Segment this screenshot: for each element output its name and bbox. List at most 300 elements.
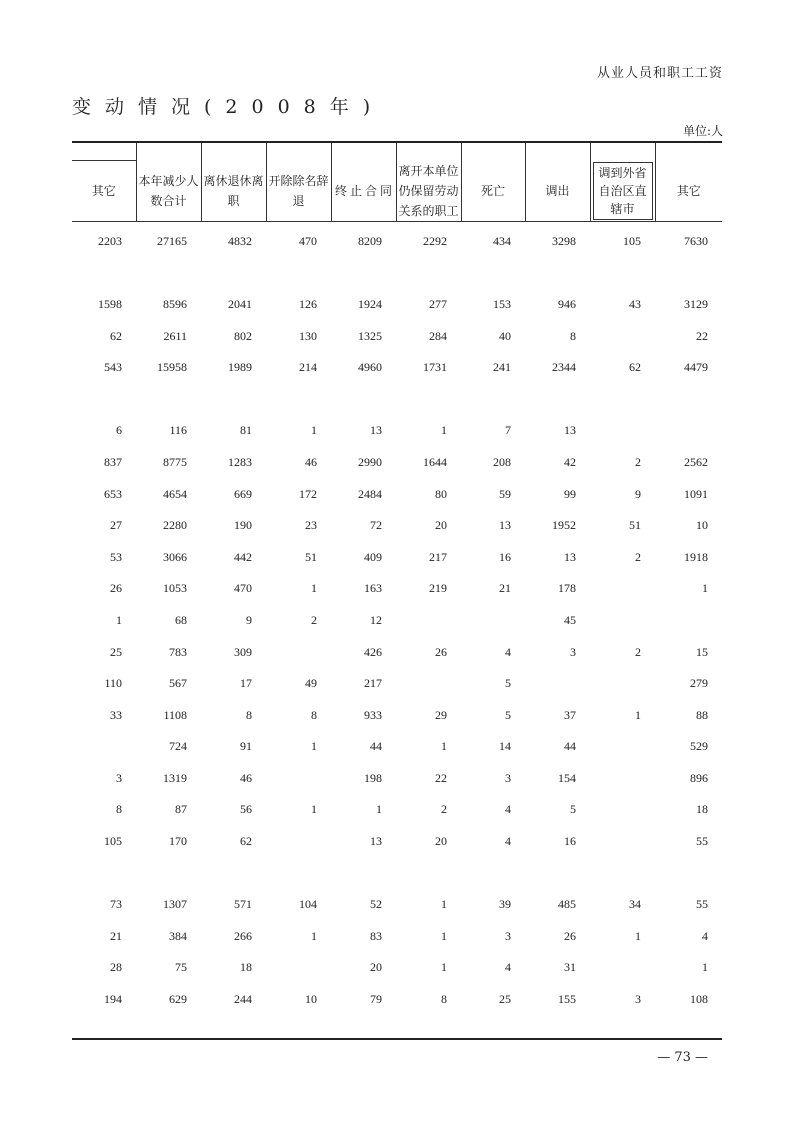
table-row — [72, 415, 722, 447]
table-cell: 1 — [441, 897, 447, 912]
table-cell: 244 — [234, 992, 252, 1007]
table-cell: 1 — [441, 960, 447, 975]
empty-cell — [136, 857, 201, 889]
table-cell: 217 — [429, 549, 447, 564]
header-blank-cell — [136, 143, 201, 161]
table-cell: 25 — [499, 992, 511, 1007]
empty-cell — [266, 257, 331, 289]
table-cell: 8596 — [163, 296, 187, 311]
table-cell: 26 — [435, 644, 447, 659]
col-header-transferred-out: 调出 — [525, 161, 590, 222]
header-blank-cell — [525, 143, 590, 161]
table-cell: 163 — [364, 581, 382, 596]
table-cell: 43 — [629, 296, 641, 311]
table-cell: 198 — [364, 770, 382, 785]
table-cell: 44 — [564, 739, 576, 754]
table-cell — [266, 826, 331, 858]
table-cell: 46 — [305, 454, 317, 469]
table-cell: 1 — [441, 928, 447, 943]
table-cell: 783 — [169, 644, 187, 659]
table-cell: 8 — [441, 992, 447, 1007]
table-cell: 14 — [499, 739, 511, 754]
table-cell: 384 — [169, 928, 187, 943]
empty-cell — [266, 857, 331, 889]
table-cell: 4479 — [684, 360, 708, 375]
table-row — [72, 221, 722, 257]
table-cell: 9 — [635, 486, 641, 501]
table-cell: 896 — [690, 770, 708, 785]
table-cell: 79 — [370, 992, 382, 1007]
page-number: — 73 — — [657, 1050, 708, 1065]
table-cell — [590, 415, 655, 447]
table-cell: 34 — [629, 897, 641, 912]
table-cell: 51 — [629, 518, 641, 533]
table-cell: 4 — [505, 960, 511, 975]
table-cell — [461, 605, 525, 637]
unit-label: 单位:人 — [682, 124, 723, 138]
table-cell: 13 — [564, 549, 576, 564]
empty-cell — [72, 383, 136, 415]
table-cell: 1091 — [684, 486, 708, 501]
table-cell: 9 — [246, 612, 252, 627]
table-cell: 1 — [635, 928, 641, 943]
table-cell — [396, 605, 461, 637]
table-cell: 266 — [234, 928, 252, 943]
table-cell: 1 — [702, 581, 708, 596]
table-row — [72, 320, 722, 352]
table-cell: 1598 — [98, 296, 122, 311]
table-cell: 1924 — [358, 296, 382, 311]
table-cell: 87 — [175, 802, 187, 817]
table-cell: 470 — [234, 581, 252, 596]
table-cell: 39 — [499, 897, 511, 912]
table-cell: 529 — [690, 739, 708, 754]
table-cell: 1 — [311, 739, 317, 754]
table-row — [72, 447, 722, 479]
table-cell: 130 — [299, 328, 317, 343]
table-cell: 190 — [234, 518, 252, 533]
table-cell — [590, 826, 655, 858]
table-cell: 81 — [240, 423, 252, 438]
table-cell: 2280 — [163, 518, 187, 533]
empty-cell — [396, 257, 461, 289]
table-cell: 59 — [499, 486, 511, 501]
col-header-retired: 离休退休离职 — [201, 161, 266, 222]
table-row — [72, 541, 722, 573]
table-cell: 126 — [299, 296, 317, 311]
table-cell: 434 — [493, 233, 511, 248]
table-cell: 26 — [564, 928, 576, 943]
table-cell: 105 — [104, 834, 122, 849]
empty-cell — [525, 857, 590, 889]
table-cell: 4960 — [358, 360, 382, 375]
table-cell: 56 — [240, 802, 252, 817]
table-cell: 3129 — [684, 296, 708, 311]
table-row — [72, 289, 722, 321]
table-cell: 68 — [175, 612, 187, 627]
table-cell: 13 — [564, 423, 576, 438]
table-cell: 2484 — [358, 486, 382, 501]
table-cell: 1108 — [163, 707, 187, 722]
page-title: 变动情况(2008年) — [72, 96, 385, 118]
empty-cell — [655, 857, 722, 889]
col-header-left-unit: 离开本单位仍保留劳动关系的职工 — [396, 161, 461, 222]
table-cell: 2292 — [423, 233, 447, 248]
table-cell: 1283 — [228, 454, 252, 469]
table-cell: 99 — [564, 486, 576, 501]
table-cell: 2611 — [163, 328, 187, 343]
col-header-total-decrease: 本年减少人数合计 — [136, 161, 201, 222]
empty-cell — [655, 383, 722, 415]
empty-cell — [461, 857, 525, 889]
table-cell: 409 — [364, 549, 382, 564]
table-cell — [590, 731, 655, 763]
col-header-dismissed: 开除除名辞退 — [266, 161, 331, 222]
table-cell: 2 — [635, 644, 641, 659]
table-cell: 23 — [305, 518, 317, 533]
table-cell: 2203 — [98, 233, 122, 248]
table-cell: 3 — [505, 928, 511, 943]
table-cell: 15 — [696, 644, 708, 659]
table-cell: 110 — [104, 676, 122, 691]
table-cell — [72, 731, 136, 763]
table-cell: 933 — [364, 707, 382, 722]
table-row — [72, 573, 722, 605]
table-cell: 1 — [702, 960, 708, 975]
col-header-other: 其它 — [72, 161, 136, 222]
table-cell: 1 — [441, 423, 447, 438]
table-cell: 10 — [696, 518, 708, 533]
table-cell: 1307 — [163, 897, 187, 912]
table-cell: 108 — [690, 992, 708, 1007]
table-cell: 2 — [635, 454, 641, 469]
table-cell: 1 — [376, 802, 382, 817]
table-cell — [590, 763, 655, 795]
table-cell: 724 — [169, 739, 187, 754]
table-cell: 8775 — [163, 454, 187, 469]
empty-cell — [331, 257, 396, 289]
table-row — [72, 921, 722, 953]
table-cell: 802 — [234, 328, 252, 343]
table-cell: 277 — [429, 296, 447, 311]
table-cell: 20 — [370, 960, 382, 975]
table-cell: 2 — [441, 802, 447, 817]
table-cell: 42 — [564, 454, 576, 469]
table-cell: 3 — [570, 644, 576, 659]
table-cell: 46 — [240, 770, 252, 785]
section-header: 从业人员和职工工资 — [596, 66, 723, 81]
table-cell: 309 — [234, 644, 252, 659]
bottom-rule — [72, 1038, 722, 1040]
spacer-row — [72, 857, 722, 889]
table-cell: 2041 — [228, 296, 252, 311]
table-cell: 52 — [370, 897, 382, 912]
table-cell: 442 — [234, 549, 252, 564]
table-row — [72, 699, 722, 731]
table-cell: 669 — [234, 486, 252, 501]
table-cell — [266, 952, 331, 984]
table-cell: 15958 — [157, 360, 187, 375]
table-cell: 33 — [110, 707, 122, 722]
table-cell: 8 — [116, 802, 122, 817]
empty-cell — [331, 383, 396, 415]
table-cell: 18 — [240, 960, 252, 975]
empty-cell — [331, 857, 396, 889]
table-row — [72, 731, 722, 763]
table-cell: 7 — [505, 423, 511, 438]
table-cell: 91 — [240, 739, 252, 754]
table-cell: 3 — [635, 992, 641, 1007]
col-header-contract-ended: 终 止 合 同 — [331, 161, 396, 222]
table-row — [72, 352, 722, 384]
table-cell: 13 — [370, 423, 382, 438]
table-cell: 219 — [429, 581, 447, 596]
table-cell: 2 — [635, 549, 641, 564]
empty-cell — [655, 257, 722, 289]
table-cell: 1 — [311, 423, 317, 438]
table-cell: 1989 — [228, 360, 252, 375]
table-cell: 1 — [311, 802, 317, 817]
table-row — [72, 763, 722, 795]
table-cell: 3066 — [163, 549, 187, 564]
table-row — [72, 605, 722, 637]
table-cell: 44 — [370, 739, 382, 754]
table-cell — [590, 668, 655, 700]
table-cell — [590, 794, 655, 826]
table-row — [72, 952, 722, 984]
table-cell: 1 — [311, 928, 317, 943]
table-cell: 170 — [169, 834, 187, 849]
table-cell: 279 — [690, 676, 708, 691]
table-cell: 1319 — [163, 770, 187, 785]
table-cell: 837 — [104, 454, 122, 469]
table-cell: 241 — [493, 360, 511, 375]
table-cell: 27165 — [157, 233, 187, 248]
table-cell: 49 — [305, 676, 317, 691]
col-header-transferred-other-province — [590, 161, 655, 222]
table-cell: 62 — [629, 360, 641, 375]
table-cell — [266, 636, 331, 668]
table-cell: 80 — [435, 486, 447, 501]
empty-cell — [136, 383, 201, 415]
statistics-table — [72, 143, 722, 1015]
table-cell: 7630 — [684, 233, 708, 248]
table-cell: 88 — [696, 707, 708, 722]
table-cell: 2 — [311, 612, 317, 627]
header-blank-cell — [655, 143, 722, 161]
table-cell: 12 — [370, 612, 382, 627]
table-cell: 4 — [505, 802, 511, 817]
table-cell: 53 — [110, 549, 122, 564]
table-cell: 31 — [564, 960, 576, 975]
empty-cell — [201, 857, 266, 889]
table-cell: 20 — [435, 834, 447, 849]
table-cell: 567 — [169, 676, 187, 691]
table-row — [72, 668, 722, 700]
table-body — [72, 221, 722, 1015]
table-cell: 62 — [110, 328, 122, 343]
spacer-row — [72, 257, 722, 289]
table-cell: 1325 — [358, 328, 382, 343]
table-cell: 8 — [311, 707, 317, 722]
table-cell: 217 — [364, 676, 382, 691]
table-cell: 5 — [505, 707, 511, 722]
table-cell: 155 — [558, 992, 576, 1007]
table-cell: 1053 — [163, 581, 187, 596]
empty-cell — [461, 257, 525, 289]
table-cell: 946 — [558, 296, 576, 311]
table-cell: 75 — [175, 960, 187, 975]
table-cell: 1731 — [423, 360, 447, 375]
table-cell: 1 — [441, 739, 447, 754]
table-cell: 4832 — [228, 233, 252, 248]
table-cell: 154 — [558, 770, 576, 785]
table-cell — [655, 415, 722, 447]
sub-column-box: 调到外省自治区直辖市 — [593, 162, 653, 220]
table-cell: 8209 — [358, 233, 382, 248]
table-cell — [525, 668, 590, 700]
empty-cell — [590, 383, 655, 415]
header-blank-cell — [331, 143, 396, 161]
col-header-other-2: 其它 — [655, 161, 722, 222]
table-header — [72, 143, 722, 221]
table-cell: 21 — [499, 581, 511, 596]
table-cell: 21 — [110, 928, 122, 943]
table-cell: 629 — [169, 992, 187, 1007]
table-cell: 62 — [240, 834, 252, 849]
table-cell: 55 — [696, 897, 708, 912]
empty-cell — [525, 257, 590, 289]
table-cell: 83 — [370, 928, 382, 943]
table-cell: 29 — [435, 707, 447, 722]
table-row — [72, 510, 722, 542]
table-row — [72, 794, 722, 826]
table-cell: 178 — [558, 581, 576, 596]
table-cell: 2990 — [358, 454, 382, 469]
empty-cell — [590, 257, 655, 289]
table-cell: 172 — [299, 486, 317, 501]
empty-cell — [590, 857, 655, 889]
table-cell — [590, 605, 655, 637]
header-blank-cell — [201, 143, 266, 161]
table-cell: 208 — [493, 454, 511, 469]
empty-cell — [201, 257, 266, 289]
table-cell: 2344 — [552, 360, 576, 375]
table-cell — [266, 763, 331, 795]
table-cell: 194 — [104, 992, 122, 1007]
table-cell: 1 — [635, 707, 641, 722]
table-cell: 1 — [116, 612, 122, 627]
table-cell: 16 — [564, 834, 576, 849]
table-cell: 37 — [564, 707, 576, 722]
table-cell: 284 — [429, 328, 447, 343]
table-row — [72, 889, 722, 921]
table-cell: 17 — [240, 676, 252, 691]
table-cell: 51 — [305, 549, 317, 564]
table-cell: 1 — [311, 581, 317, 596]
col-header-deceased: 死亡 — [461, 161, 525, 222]
table-cell — [396, 668, 461, 700]
table-cell — [590, 320, 655, 352]
empty-cell — [396, 383, 461, 415]
table-cell: 3 — [505, 770, 511, 785]
table-cell: 4 — [505, 644, 511, 659]
table-cell: 22 — [435, 770, 447, 785]
table-cell: 2562 — [684, 454, 708, 469]
header-blank-cell — [590, 143, 655, 161]
table-cell: 116 — [169, 423, 187, 438]
table-cell: 18 — [696, 802, 708, 817]
empty-cell — [266, 383, 331, 415]
empty-cell — [136, 257, 201, 289]
table-cell: 4 — [505, 834, 511, 849]
table-cell: 4654 — [163, 486, 187, 501]
header-blank-cell — [266, 143, 331, 161]
table-cell: 16 — [499, 549, 511, 564]
table-cell — [655, 605, 722, 637]
table-cell: 3298 — [552, 233, 576, 248]
table-cell — [590, 573, 655, 605]
table-cell: 485 — [558, 897, 576, 912]
table-cell: 1644 — [423, 454, 447, 469]
table-cell: 1952 — [552, 518, 576, 533]
table-cell: 571 — [234, 897, 252, 912]
table-cell: 26 — [110, 581, 122, 596]
table-cell: 105 — [623, 233, 641, 248]
empty-cell — [72, 857, 136, 889]
table-cell: 470 — [299, 233, 317, 248]
empty-cell — [461, 383, 525, 415]
table-row — [72, 636, 722, 668]
table-cell: 653 — [104, 486, 122, 501]
table-cell: 426 — [364, 644, 382, 659]
table-cell: 25 — [110, 644, 122, 659]
table-cell: 20 — [435, 518, 447, 533]
table-cell: 45 — [564, 612, 576, 627]
table-cell: 55 — [696, 834, 708, 849]
table-cell: 153 — [493, 296, 511, 311]
table-cell: 8 — [246, 707, 252, 722]
header-blank-cell — [396, 143, 461, 161]
empty-cell — [396, 857, 461, 889]
empty-cell — [201, 383, 266, 415]
spacer-row — [72, 383, 722, 415]
table-cell: 22 — [696, 328, 708, 343]
empty-cell — [525, 383, 590, 415]
table-cell: 8 — [570, 328, 576, 343]
table-cell: 72 — [370, 518, 382, 533]
header-blank-cell — [461, 143, 525, 161]
table-cell: 104 — [299, 897, 317, 912]
table-cell: 214 — [299, 360, 317, 375]
table-cell: 5 — [570, 802, 576, 817]
table-cell: 28 — [110, 960, 122, 975]
table-cell: 10 — [305, 992, 317, 1007]
table-cell: 40 — [499, 328, 511, 343]
table-cell: 1918 — [684, 549, 708, 564]
table-row — [72, 478, 722, 510]
table-cell: 73 — [110, 897, 122, 912]
table-row — [72, 984, 722, 1016]
table-cell: 5 — [505, 676, 511, 691]
table-row — [72, 826, 722, 858]
empty-cell — [72, 257, 136, 289]
header-blank-cell — [72, 143, 136, 161]
table-cell: 13 — [370, 834, 382, 849]
table-cell: 13 — [499, 518, 511, 533]
table-cell: 27 — [110, 518, 122, 533]
table-cell: 3 — [116, 770, 122, 785]
